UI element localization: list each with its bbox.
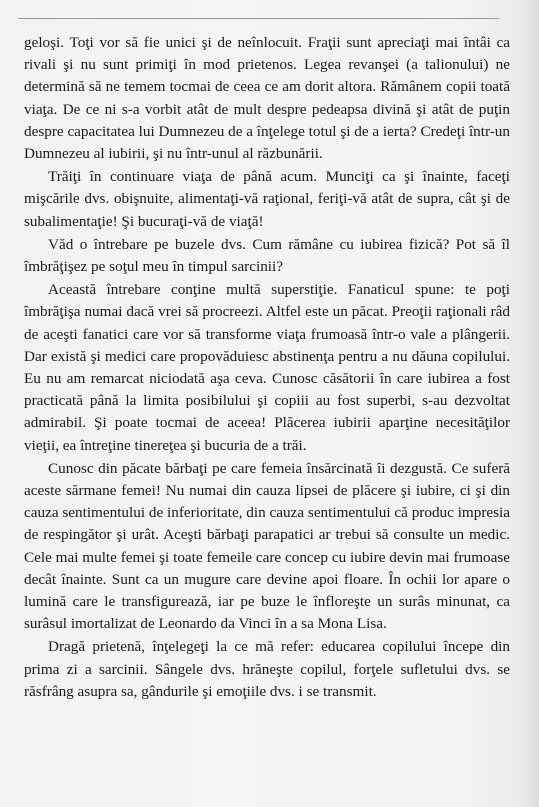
paragraph-3: Văd o întrebare pe buzele dvs. Cum rămâne cu iubirea fizică? Pot să îl îmbrăţişez pe soţul meu în timpul sarcinii? bbox=[24, 235, 510, 276]
top-rule bbox=[18, 18, 499, 19]
paragraph-2: Trăiţi în continuare viaţa de până acum. Munciţi ca şi înainte, faceţi mişcările dvs. obişnuite, alimentaţi-vă raţional, feriţi-vă atât de supra, cât şi de subalimentaţie! Şi bucuraţi-vă de viaţă! bbox=[24, 168, 510, 230]
paragraph-5: Cunosc din păcate bărbaţi pe care femeia însărcinată îi dezgustă. Ce suferă aceste sărmane femei! Nu numai din cauza lipsei de plăcere şi iubire, ci şi din cauza sentimentului de inferioritate, din cauza sentimentului că produc impresia de respingător şi urât. Aceşti bărbaţi parapatici ar trebui să consulte un medic. Cele mai multe femei şi toate femeile care concep cu iubire devin mai frumoase decât înainte. Sunt ca un mugure care devine apoi floare. În ochii lor apare o lumină care le transfigurează, iar pe buze le înfloreşte un surâs minunat, ca surâsul imortalizat de Leonardo da Vinci în a sa Mona Lisa. bbox=[24, 459, 510, 633]
paragraph-4: Această întrebare conţine multă superstiţie. Fanaticul spune: te poţi îmbrăţişa numai dacă vrei să procreezi. Altfel este un păcat. Preoţii raţionali râd de aceşti fanatici care vor să transforme viaţa frumoasă într-o vale a plângerii. Dar există şi medici care propovăduiesc abstinenţa pentru a nu dăuna copilului. Eu nu am remarcat niciodată aşa ceva. Cunosc căsătorii în care iubirea a fost practicată până la limita posibilului şi copiii au fost superbi, s-au dezvoltat admirabil. Şi poate tocmai de aceea! Plăcerea iubirii aparţine necesităţilor vieţii, ea întreţine tinereţea şi bucuria de a trăi. bbox=[24, 281, 510, 454]
spine-shadow bbox=[519, 0, 539, 807]
body-text bbox=[24, 32, 510, 704]
paragraph-6: Dragă prietenă, înţelegeţi la ce mă refer: educarea copilului începe din prima zi a sarcinii. Sângele dvs. hrăneşte copilul, forţele sufletului dvs. se răsfrâng asupra sa, gândurile şi emoţiile dvs. i se transmit. bbox=[24, 638, 510, 700]
paragraph-1: geloşi. Toţi vor să fie unici şi de neînlocuit. Fraţii sunt apreciaţi mai întâi ca rivali şi nu sunt primiţi în mod prietenos. Legea revanşei (a talionului) ne determină să ne temem tocmai de ceea ce am dorit altora. Rămânem copii toată viaţa. De ce ni s-a vorbit atât de mult despre pedeapsa divină şi atât de puţin despre capacitatea lui Dumnezeu de a înţelege totul şi de a ierta? Credeţi într-un Dumnezeu al iubirii, şi nu într-unul al răzbunării. bbox=[24, 34, 510, 163]
